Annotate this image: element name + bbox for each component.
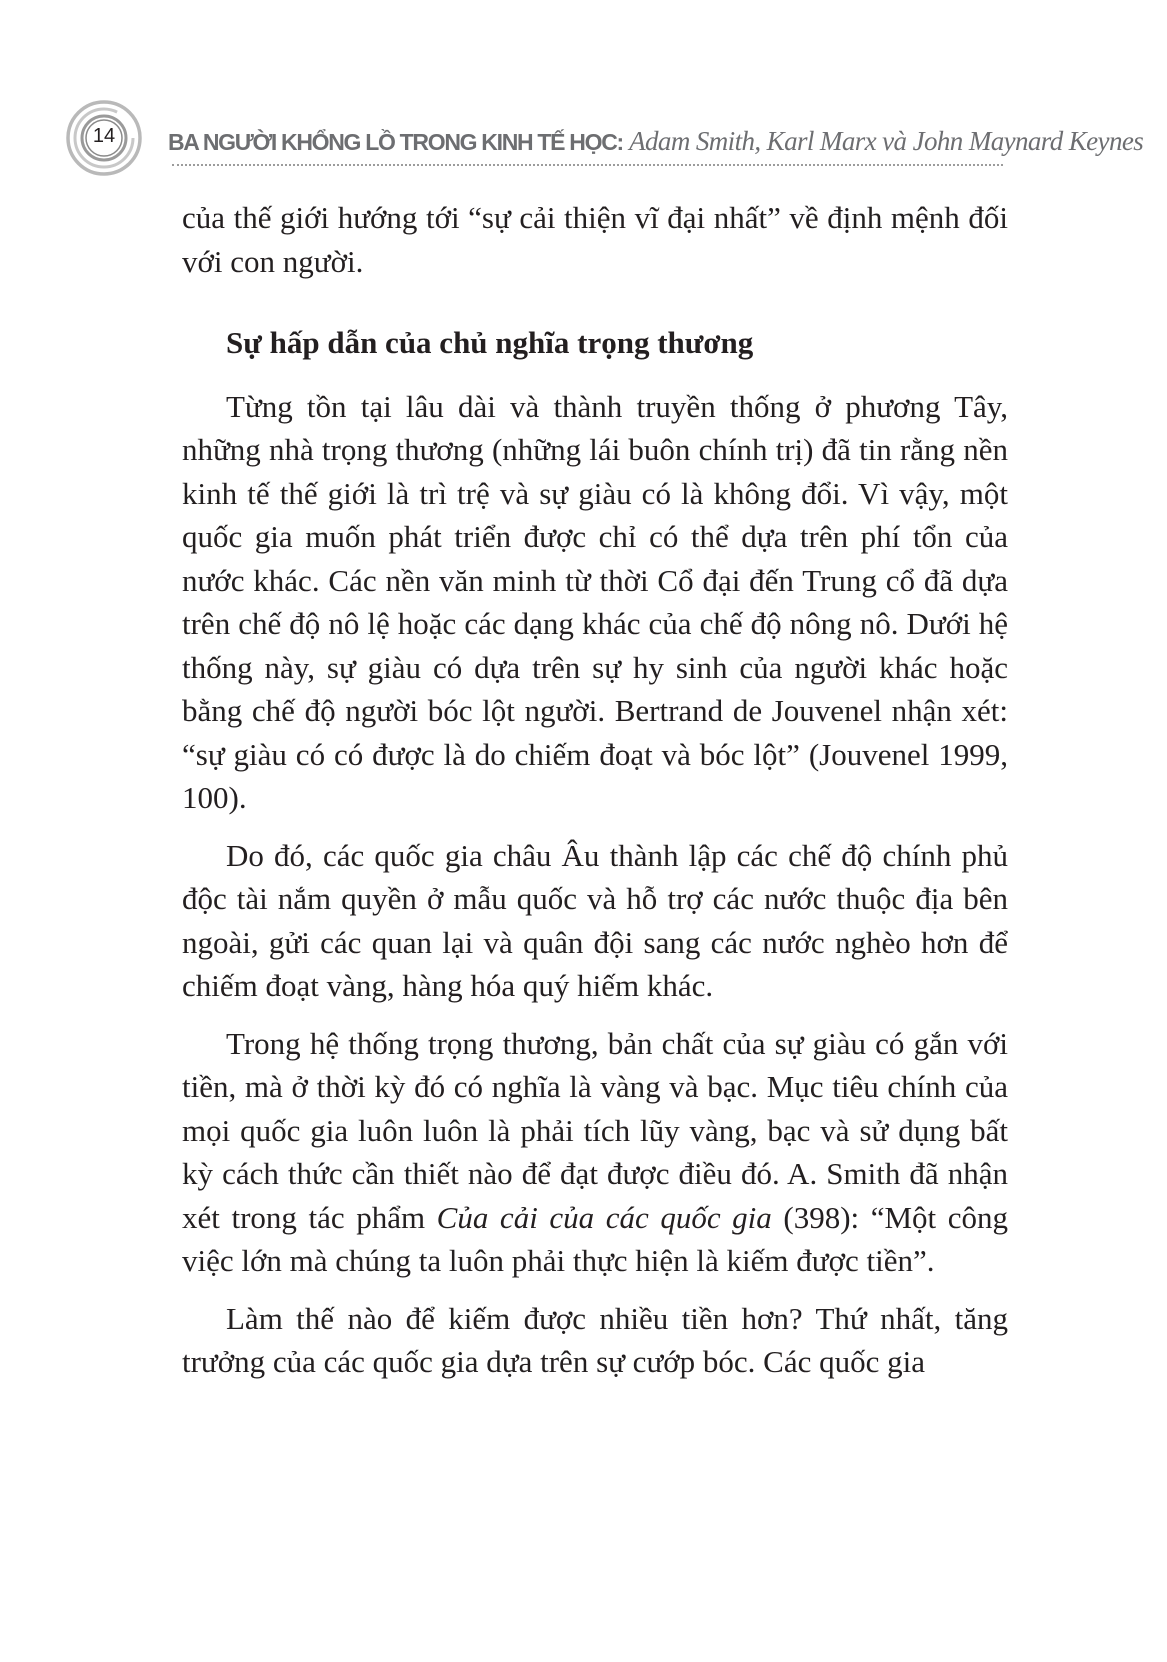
header-dotted-rule bbox=[172, 164, 1003, 166]
running-title bbox=[168, 126, 1143, 157]
page-number-badge bbox=[66, 100, 142, 176]
book-title-authors: Adam Smith, Karl Marx và John Maynard Keynes bbox=[629, 126, 1144, 156]
intro-continuation: của thế giới hướng tới “sự cải thiện vĩ đại nhất” về định mệnh đối với con người. bbox=[182, 200, 1008, 279]
running-header bbox=[66, 94, 1144, 194]
body-text bbox=[182, 196, 1008, 1384]
paragraph-3-text-before: Trong hệ thống trọng thương, bản chất của sự giàu có gắn với tiền, mà ở thời kỳ đó có nghĩa là vàng và bạc. Mục tiêu chính của mọi quốc gia luôn luôn là phải tích lũy vàng, bạc và sử dụng bất kỳ cách thức cần thiết nào để đạt được điều đó. A. Smith đã nhận xét trong tác phẩm bbox=[182, 1025, 1008, 1235]
paragraph-2: Do đó, các quốc gia châu Âu thành lập các chế độ chính phủ độc tài nắm quyền ở mẫu quốc và hỗ trợ các nước thuộc địa bên ngoài, gửi các quan lại và quân đội sang các nước nghèo hơn để chiếm đoạt vàng, hàng hóa quý hiếm khác. bbox=[182, 837, 1008, 1003]
section-heading: Sự hấp dẫn của chủ nghĩa trọng thương bbox=[226, 325, 754, 360]
paragraph-3 bbox=[182, 1022, 1008, 1283]
paragraph-1: Từng tồn tại lâu dài và thành truyền thống ở phương Tây, những nhà trọng thương (những lái buôn chính trị) đã tin rằng nền kinh tế thế giới là trì trệ và sự giàu có là không đổi. Vì vậy, một quốc gia muốn phát triển được chỉ có thể dựa trên phí tổn của nước khác. Các nền văn minh từ thời Cổ đại đến Trung cổ đã dựa trên chế độ nô lệ hoặc các dạng khác của chế độ nông nô. Dưới hệ thống này, sự giàu có dựa trên sự hy sinh của người khác hoặc bằng chế độ người bóc lột người. Bertrand de Jouvenel nhận xét: “sự giàu có có được là do chiếm đoạt và bóc lột” (Jouvenel 1999, 100). bbox=[182, 388, 1008, 815]
book-title-reference: Của cải của các quốc gia bbox=[436, 1199, 772, 1235]
paragraph-3-text-after: (398): “Một công việc lớn mà chúng ta luôn phải thực hiện là kiếm được tiền”. bbox=[182, 1199, 1009, 1278]
paragraph-4: Làm thế nào để kiếm được nhiều tiền hơn? Thứ nhất, tăng trưởng của các quốc gia dựa trên sự cướp bóc. Các quốc gia bbox=[182, 1300, 1008, 1379]
page-number: 14 bbox=[92, 125, 116, 147]
book-title-caps: BA NGƯỜI KHỔNG LỒ TRONG KINH TẾ HỌC: bbox=[168, 129, 623, 155]
